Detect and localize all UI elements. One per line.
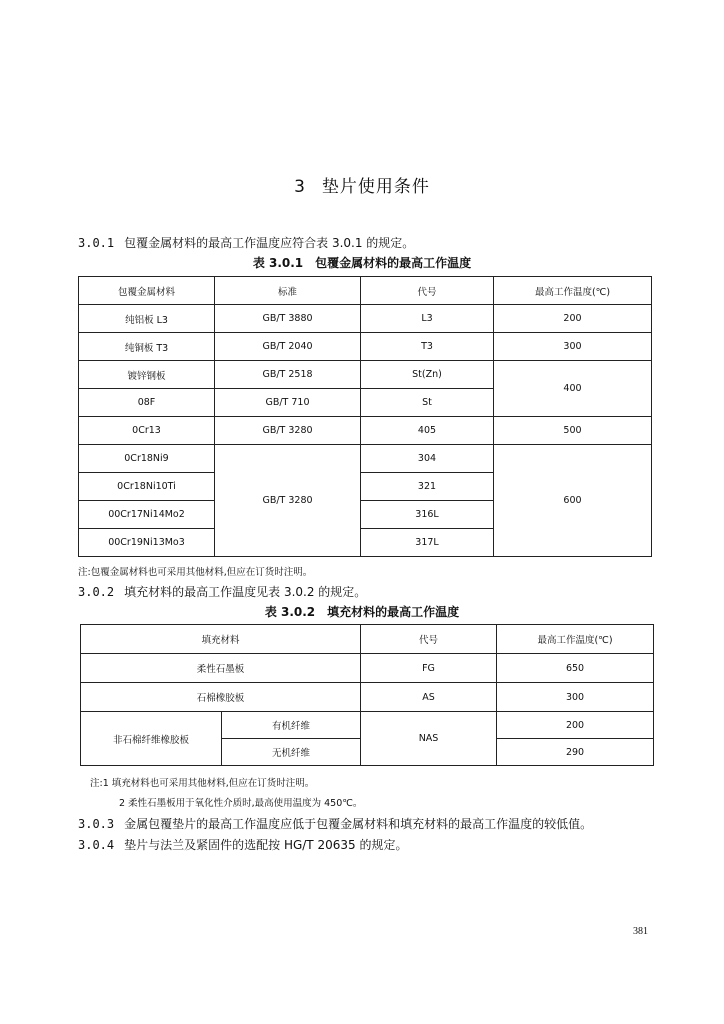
material-group-cell: 非石棉纤维橡胶板 <box>81 712 222 766</box>
clause-3-0-3 <box>78 815 592 832</box>
clause-number: 3.0.4 <box>78 838 115 852</box>
column-header: 代号 <box>361 277 494 305</box>
material-cell: 00Cr17Ni14Mo2 <box>79 501 215 529</box>
standard-cell: GB/T 3280 <box>215 445 361 557</box>
table-row <box>79 361 652 389</box>
code-cell: St <box>361 389 494 417</box>
material-cell: 0Cr13 <box>79 417 215 445</box>
sub-material-cell: 有机纤维 <box>222 712 361 739</box>
code-cell: FG <box>361 654 497 683</box>
material-cell: 纯铜板 T3 <box>79 333 215 361</box>
column-header: 代号 <box>361 625 497 654</box>
material-cell: 0Cr18Ni10Ti <box>79 473 215 501</box>
standard-cell: GB/T 710 <box>215 389 361 417</box>
table-header-row <box>79 277 652 305</box>
clause-text: 包覆金属材料的最高工作温度应符合表 3.0.1 的规定。 <box>124 236 415 250</box>
table-3-0-2-caption <box>0 603 724 620</box>
temp-cell: 200 <box>497 712 654 739</box>
column-header: 填充材料 <box>81 625 361 654</box>
code-cell: 405 <box>361 417 494 445</box>
temp-cell: 650 <box>497 654 654 683</box>
code-cell: 316L <box>361 501 494 529</box>
standard-cell: GB/T 2040 <box>215 333 361 361</box>
table-row <box>81 654 654 683</box>
chapter-number: 3 <box>294 177 306 197</box>
code-cell: St(Zn) <box>361 361 494 389</box>
code-cell: 321 <box>361 473 494 501</box>
table-row <box>79 333 652 361</box>
code-cell: L3 <box>361 305 494 333</box>
column-header: 最高工作温度(℃) <box>497 625 654 654</box>
table-row <box>81 712 654 739</box>
temp-cell: 500 <box>494 417 652 445</box>
clause-text: 填充材料的最高工作温度见表 3.0.2 的规定。 <box>124 585 367 599</box>
column-header: 标准 <box>215 277 361 305</box>
standard-cell: GB/T 2518 <box>215 361 361 389</box>
page-number: 381 <box>633 926 648 937</box>
table-number: 表 3.0.2 <box>264 605 316 619</box>
chapter-heading <box>0 172 724 197</box>
material-cell: 0Cr18Ni9 <box>79 445 215 473</box>
sub-material-cell: 无机纤维 <box>222 739 361 766</box>
standard-cell: GB/T 3280 <box>215 417 361 445</box>
clause-3-0-1 <box>78 234 414 251</box>
table-row <box>79 445 652 473</box>
clause-text: 垫片与法兰及紧固件的选配按 HG/T 20635 的规定。 <box>124 838 408 852</box>
standard-cell: GB/T 3880 <box>215 305 361 333</box>
material-cell: 镀锌钢板 <box>79 361 215 389</box>
table-3-0-1-caption <box>0 254 724 271</box>
table-title: 包覆金属材料的最高工作温度 <box>315 256 472 270</box>
temp-cell: 300 <box>497 683 654 712</box>
table-header-row <box>81 625 654 654</box>
temp-cell: 300 <box>494 333 652 361</box>
column-header: 最高工作温度(℃) <box>494 277 652 305</box>
clause-3-0-4 <box>78 836 407 853</box>
clause-number: 3.0.2 <box>78 585 115 599</box>
chapter-title: 垫片使用条件 <box>321 177 430 197</box>
code-cell: 304 <box>361 445 494 473</box>
clause-number: 3.0.1 <box>78 236 115 250</box>
material-cell: 纯铝板 L3 <box>79 305 215 333</box>
table-3-0-2-note-2: 2 柔性石墨板用于氧化性介质时,最高使用温度为 450℃。 <box>119 798 363 809</box>
material-cell: 柔性石墨板 <box>81 654 361 683</box>
column-header: 包覆金属材料 <box>79 277 215 305</box>
temp-cell: 200 <box>494 305 652 333</box>
table-3-0-2-note-1: 注:1 填充材料也可采用其他材料,但应在订货时注明。 <box>90 778 315 789</box>
material-cell: 00Cr19Ni13Mo3 <box>79 529 215 557</box>
code-cell: AS <box>361 683 497 712</box>
clause-number: 3.0.3 <box>78 817 115 831</box>
table-3-0-1 <box>78 276 652 557</box>
table-3-0-1-note: 注:包覆金属材料也可采用其他材料,但应在订货时注明。 <box>78 567 313 578</box>
code-cell: T3 <box>361 333 494 361</box>
temp-cell: 290 <box>497 739 654 766</box>
table-row <box>81 683 654 712</box>
table-number: 表 3.0.1 <box>252 256 304 270</box>
temp-cell: 600 <box>494 445 652 557</box>
temp-cell: 400 <box>494 361 652 417</box>
code-cell: 317L <box>361 529 494 557</box>
code-cell: NAS <box>361 712 497 766</box>
table-row <box>79 417 652 445</box>
table-title: 填充材料的最高工作温度 <box>327 605 460 619</box>
clause-text: 金属包覆垫片的最高工作温度应低于包覆金属材料和填充材料的最高工作温度的较低值。 <box>124 817 593 831</box>
table-row <box>79 305 652 333</box>
clause-3-0-2 <box>78 583 366 600</box>
material-cell: 石棉橡胶板 <box>81 683 361 712</box>
material-cell: 08F <box>79 389 215 417</box>
table-3-0-2 <box>80 624 654 766</box>
